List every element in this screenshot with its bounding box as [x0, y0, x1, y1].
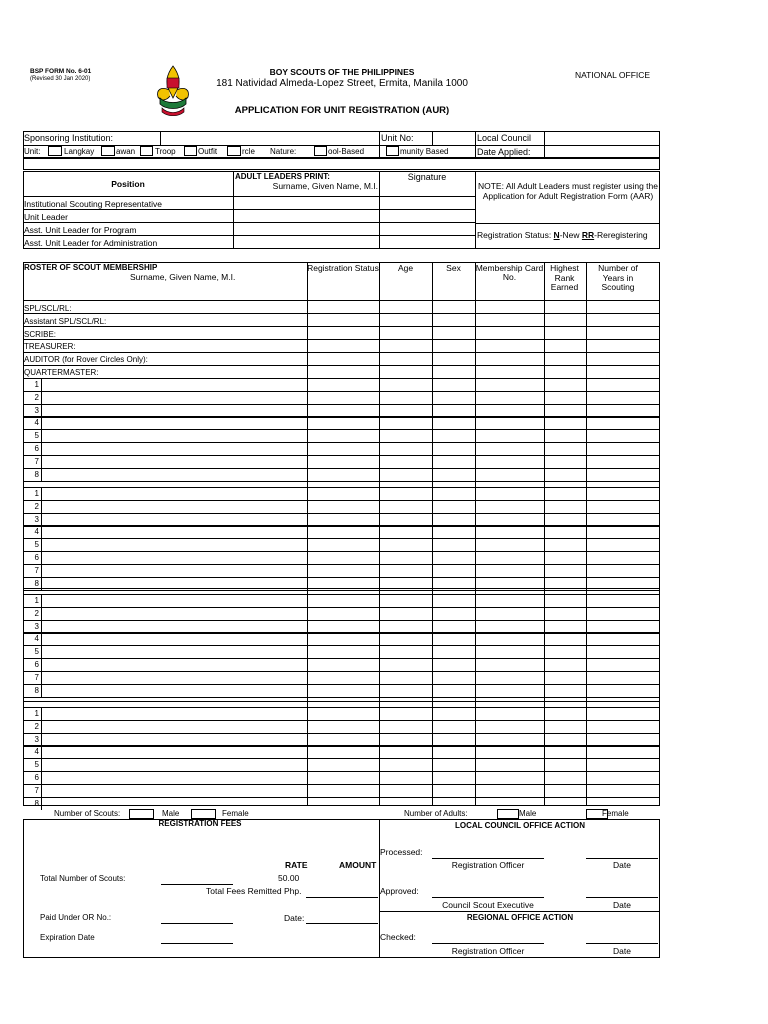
scout-row-number: 5: [34, 540, 39, 549]
officer-treasurer: TREASURER:: [24, 342, 76, 351]
status-new: -New: [559, 230, 582, 240]
local-council-field[interactable]: [545, 132, 659, 144]
scout-row-number: 2: [34, 502, 39, 511]
num-scouts-label: Number of Scouts:: [54, 809, 121, 818]
unit-checkbox-kawan[interactable]: [101, 146, 115, 156]
approved-date-line[interactable]: [586, 897, 658, 898]
unit-checkbox-circle[interactable]: [227, 146, 241, 156]
rate-value: 50.00: [278, 873, 300, 883]
nature-checkbox-community[interactable]: [386, 146, 399, 156]
processed-line[interactable]: [432, 858, 544, 859]
local-action-title: LOCAL COUNCIL OFFICE ACTION: [454, 821, 586, 830]
registration-officer2-label: Registration Officer: [451, 946, 525, 956]
nature-checkbox-school[interactable]: [314, 146, 327, 156]
roster-title: ROSTER OF SCOUT MEMBERSHIP: [24, 263, 158, 272]
age-header: Age: [397, 263, 414, 273]
patrol-separator: [23, 701, 660, 702]
scout-name-field[interactable]: [42, 469, 306, 481]
scout-name-field[interactable]: [42, 772, 306, 784]
roster-col-line: [475, 262, 476, 806]
scout-row-number: 5: [34, 760, 39, 769]
scout-name-field[interactable]: [42, 721, 306, 733]
form-title: APPLICATION FOR UNIT REGISTRATION (AUR): [234, 105, 450, 116]
roster-row-line: [23, 590, 660, 591]
card-header: Membership Card No.: [475, 263, 544, 282]
position-unit-leader: Unit Leader: [24, 212, 68, 222]
or-no-line[interactable]: [161, 923, 233, 924]
scout-row-number: 5: [34, 647, 39, 656]
scout-name-field[interactable]: [42, 552, 306, 564]
scout-row-number: 8: [34, 799, 39, 808]
scout-row-number: 6: [34, 553, 39, 562]
spacer-row: [23, 158, 660, 170]
scout-name-field[interactable]: [42, 708, 306, 720]
scout-row-number: 3: [34, 406, 39, 415]
num-adults-female-label: Female: [602, 809, 629, 818]
amount-header: AMOUNT: [339, 860, 377, 870]
scout-name-field[interactable]: [42, 392, 306, 404]
scout-row-number: 6: [34, 660, 39, 669]
unit-option-outfit: Outfit: [198, 147, 218, 156]
roster-sub: Surname, Given Name, M.I.: [130, 272, 236, 282]
expiration-line[interactable]: [161, 943, 233, 944]
adult-leaders-print-sub: Surname, Given Name, M.I.: [272, 182, 378, 191]
scout-name-field[interactable]: [42, 456, 306, 468]
unit-checkbox-langkay[interactable]: [48, 146, 62, 156]
scout-name-field[interactable]: [42, 785, 306, 797]
roster-row-line: [23, 326, 660, 327]
paid-under-label: Paid Under OR No.:: [40, 913, 112, 922]
num-scouts-female-box[interactable]: [191, 809, 216, 819]
officer-spl: SPL/SCL/RL:: [24, 304, 72, 313]
expiration-label: Expiration Date: [40, 933, 95, 942]
position-asst-program: Asst. Unit Leader for Program: [24, 225, 137, 235]
org-address: 181 Natividad Almeda-Lopez Street, Ermita, Manila 1000: [216, 78, 468, 89]
sponsoring-institution-field[interactable]: [161, 132, 378, 144]
fees-title: REGISTRATION FEES: [158, 819, 242, 828]
scout-row-number: 7: [34, 457, 39, 466]
scout-name-field[interactable]: [42, 759, 306, 771]
status-prefix: Registration Status:: [477, 230, 554, 240]
status-code-n: N: [553, 230, 560, 240]
scout-name-field[interactable]: [42, 443, 306, 455]
scout-name-field[interactable]: [42, 659, 306, 671]
scout-name-field[interactable]: [42, 734, 306, 746]
scout-name-field[interactable]: [42, 379, 306, 391]
scout-name-field[interactable]: [42, 672, 306, 684]
checked-date-label: Date: [613, 946, 631, 956]
council-exec-label: Council Scout Executive: [442, 900, 534, 910]
position-header: Position: [111, 179, 145, 189]
position-asst-admin: Asst. Unit Leader for Administration: [24, 238, 158, 248]
bsp-emblem-icon: [152, 64, 194, 118]
adult-registration-note: NOTE: All Adult Leaders must register using the Application for Adult Registration Form (AAR): [477, 181, 658, 201]
scout-row-number: 6: [34, 773, 39, 782]
roster-col-line: [432, 262, 433, 806]
years-header: Number of Years in Scouting: [598, 263, 638, 292]
roster-row-line: [23, 352, 660, 353]
scout-name-field[interactable]: [42, 595, 306, 607]
scout-name-field[interactable]: [42, 608, 306, 620]
registration-officer-label: Registration Officer: [451, 860, 525, 870]
roster-row-line: [23, 339, 660, 340]
officer-auditor: AUDITOR (for Rover Circles Only):: [24, 355, 148, 364]
unit-label: Unit:: [24, 147, 41, 156]
roster-col-line: [586, 262, 587, 806]
num-adults-male-box[interactable]: [497, 809, 519, 819]
form-revised: (Revised 30 Jan 2020): [30, 76, 91, 82]
national-office: NATIONAL OFFICE: [575, 70, 651, 80]
approved-label: Approved:: [380, 886, 419, 896]
position-isr: Institutional Scouting Representative: [24, 199, 162, 209]
signature-header: Signature: [407, 172, 447, 182]
scout-row-number: 1: [34, 380, 39, 389]
scout-row-number: 3: [34, 515, 39, 524]
scout-name-field[interactable]: [42, 646, 306, 658]
scout-row-number: 4: [34, 747, 39, 756]
num-scouts-male-box[interactable]: [129, 809, 154, 819]
scout-row-number: 7: [34, 786, 39, 795]
date-applied-label: Date Applied:: [477, 147, 531, 157]
scout-row-number: 6: [34, 444, 39, 453]
officer-asst-spl: Assistant SPL/SCL/RL:: [24, 317, 107, 326]
unit-no-field[interactable]: [433, 132, 474, 144]
paid-date-label: Date:: [284, 913, 305, 923]
approved-line[interactable]: [432, 897, 544, 898]
checked-label: Checked:: [380, 932, 416, 942]
nature-option-community: munity Based: [400, 147, 449, 156]
unit-checkbox-troop[interactable]: [140, 146, 153, 156]
reg-status-header: Registration Status: [307, 263, 379, 273]
roster-row-line: [23, 300, 660, 301]
paid-date-line[interactable]: [306, 923, 378, 924]
num-scouts-male-label: Male: [162, 809, 180, 818]
scout-row-number: 2: [34, 609, 39, 618]
roster-row-line: [23, 313, 660, 314]
unit-option-kawan: awan: [116, 147, 136, 156]
status-rereg: -Reregistering: [594, 230, 648, 240]
scout-row-number: 1: [34, 489, 39, 498]
total-fees-line[interactable]: [306, 897, 378, 898]
form-number: BSP FORM No. 6-01: [30, 68, 92, 75]
scout-name-field[interactable]: [42, 417, 306, 429]
scout-name-field[interactable]: [42, 488, 306, 500]
sex-header: Sex: [446, 263, 461, 273]
processed-date-line[interactable]: [586, 858, 658, 859]
scout-row-number: 5: [34, 431, 39, 440]
approved-date-label: Date: [613, 900, 631, 910]
scout-row-number: 7: [34, 566, 39, 575]
scout-row-number: 8: [34, 686, 39, 695]
fees-action-table: [23, 819, 660, 958]
roster-col-line: [544, 262, 545, 806]
rate-header: RATE: [285, 860, 308, 870]
scout-name-field[interactable]: [42, 539, 306, 551]
scout-name-field[interactable]: [42, 526, 306, 538]
sponsoring-institution-label: Sponsoring Institution:: [24, 133, 114, 143]
scout-name-field[interactable]: [42, 405, 306, 417]
scout-name-field[interactable]: [42, 746, 306, 758]
adult-leaders-print-header: ADULT LEADERS PRINT:: [235, 172, 330, 181]
roster-col-line: [379, 262, 380, 806]
unit-no-label: Unit No:: [381, 133, 414, 143]
status-code-rr: RR: [581, 230, 595, 240]
scout-row-number: 1: [34, 709, 39, 718]
scout-name-field[interactable]: [42, 501, 306, 513]
scout-name-field[interactable]: [42, 578, 306, 590]
scout-name-field[interactable]: [42, 633, 306, 645]
unit-option-circle: rcle: [242, 147, 255, 156]
scout-row-number: 3: [34, 735, 39, 744]
scout-row-number: 4: [34, 527, 39, 536]
registration-status-legend: [477, 231, 648, 240]
scout-row-number: 7: [34, 673, 39, 682]
scout-row-number: 2: [34, 722, 39, 731]
local-council-label: Local Council: [477, 133, 532, 143]
scout-row-number: 4: [34, 418, 39, 427]
total-fees-label: Total Fees Remitted Php.: [206, 886, 302, 896]
num-adults-label: Number of Adults:: [404, 809, 468, 818]
org-name: BOY SCOUTS OF THE PHILIPPINES: [269, 67, 415, 77]
officer-scribe: SCRIBE:: [24, 330, 57, 339]
scout-row-number: 8: [34, 470, 39, 479]
checked-date-line[interactable]: [586, 943, 658, 944]
scout-row-number: 1: [34, 596, 39, 605]
num-scouts-female-label: Female: [222, 809, 249, 818]
processed-label: Processed:: [380, 847, 423, 857]
nature-label: Nature:: [270, 147, 297, 156]
officer-quartermaster: QUARTERMASTER:: [24, 368, 99, 377]
patrol-separator: [23, 481, 660, 482]
scout-name-field[interactable]: [42, 685, 306, 697]
date-applied-field[interactable]: [545, 146, 659, 157]
scout-row-number: 4: [34, 634, 39, 643]
regional-action-title: REGIONAL OFFICE ACTION: [466, 913, 574, 922]
num-adults-male-label: Male: [519, 809, 537, 818]
processed-date-label: Date: [613, 860, 631, 870]
total-scouts-line[interactable]: [161, 884, 233, 885]
rank-header: Highest Rank Earned: [550, 263, 579, 292]
scout-name-field[interactable]: [42, 430, 306, 442]
nature-option-school: ool-Based: [328, 147, 365, 156]
checked-line[interactable]: [432, 943, 544, 944]
roster-row-line: [23, 365, 660, 366]
roster-row-line: [23, 697, 660, 698]
scout-row-number: 3: [34, 622, 39, 631]
scout-name-field[interactable]: [42, 621, 306, 633]
scout-name-field[interactable]: [42, 565, 306, 577]
total-scouts-label: Total Number of Scouts:: [40, 874, 126, 883]
unit-option-langkay: Langkay: [64, 147, 95, 156]
scout-row-number: 2: [34, 393, 39, 402]
roster-col-line: [307, 262, 308, 806]
scout-row-number: 8: [34, 579, 39, 588]
unit-checkbox-outfit[interactable]: [184, 146, 197, 156]
unit-option-troop: Troop: [155, 147, 176, 156]
scout-name-field[interactable]: [42, 514, 306, 526]
